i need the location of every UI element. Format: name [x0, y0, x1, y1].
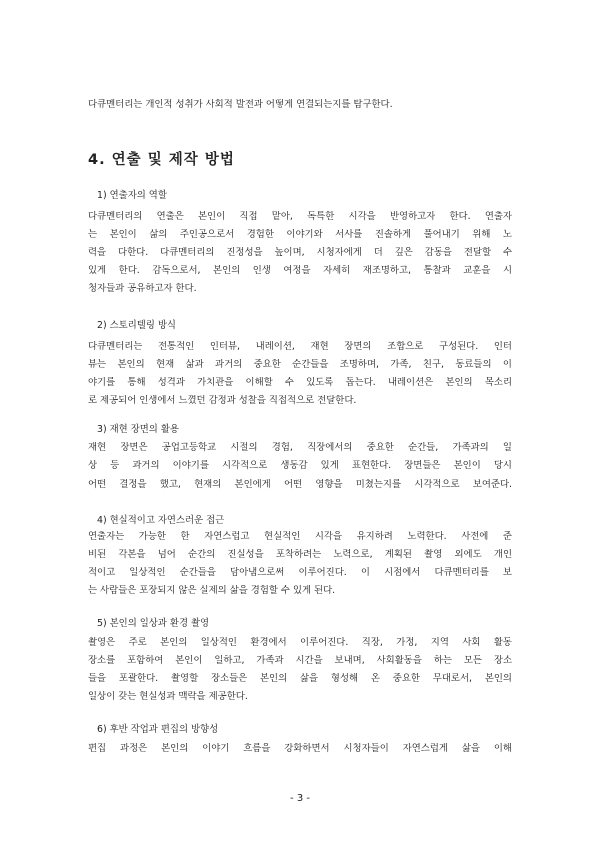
paragraph-line: 력을 다한다. 다큐멘터리의 진정성을 높이며, 시청자에게 더 깊은 감동을 전달할 수: [88, 247, 512, 258]
paragraph-line: 는 사람들은 포장되지 않은 실제의 삶을 경험할 수 있게 된다.: [88, 585, 336, 596]
subsection-heading: 2) 스토리텔링 방식: [97, 320, 176, 331]
paragraph-line: 편집 과정은 본인의 이야기 흐름을 강화하면서 시청자들이 자연스럽게 삶을 이해: [88, 743, 512, 754]
paragraph-line: 어떤 결정을 했고, 현재의 본인에게 어떤 영향을 미쳤는지를 시각적으로 보여준다.: [88, 479, 512, 490]
paragraph-line: 뷰는 본인의 현재 삶과 과거의 중요한 순간들을 조명하며, 가족, 친구, 동료들의 이: [88, 359, 512, 370]
paragraph-line: 야기를 통해 성격과 가치관을 이해할 수 있도록 돕는다. 내레이션은 본인의 목소리: [88, 377, 512, 388]
paragraph-line: 상 등 과거의 이야기를 시각적으로 생동감 있게 표현한다. 장면들은 본인이 당시: [88, 460, 512, 471]
paragraph-line: 는 본인이 삶의 주인공으로서 경험한 이야기와 서사를 진솔하게 풀어내기 위해 노: [88, 229, 512, 240]
subsection-heading: 5) 본인의 일상과 환경 촬영: [97, 618, 210, 629]
paragraph-line: 다큐멘터리는 전통적인 인터뷰, 내레이션, 재현 장면의 조합으로 구성된다. 인터: [88, 341, 512, 352]
paragraph-line: 촬영은 주로 본인의 일상적인 환경에서 이루어진다. 직장, 가정, 지역 사회 활동: [88, 637, 512, 648]
paragraph-line: 일상이 갖는 현실성과 맥락을 제공한다.: [88, 691, 248, 702]
paragraph-line: 청자들과 공유하고자 한다.: [88, 283, 197, 294]
subsection-heading: 1) 연출자의 역할: [97, 190, 167, 201]
page-number: - 3 -: [290, 793, 310, 804]
subsection-heading: 3) 재현 장면의 활용: [97, 424, 179, 435]
paragraph-line: 있게 한다. 감독으로서, 본인의 인생 여정을 자세히 재조명하고, 통찰과 교훈을 시: [88, 265, 512, 276]
paragraph-line: 다큐멘터리의 연출은 본인이 직접 맡아, 독특한 시각을 반영하고자 한다. 연출자: [88, 211, 512, 222]
paragraph-line: 재현 장면은 공업고등학교 시절의 경험, 직장에서의 중요한 순간들, 가족과의 일: [88, 442, 512, 453]
paragraph-line: 들을 포괄한다. 촬영할 장소들은 본인의 삶을 형성해 온 중요한 무대로서, 본인의: [88, 673, 512, 684]
subsection-heading: 6) 후반 작업과 편집의 방향성: [97, 724, 219, 735]
paragraph-line: 장소를 포함하여 본인이 일하고, 가족과 시간을 보내며, 사회활동을 하는 모든 장소: [88, 655, 512, 666]
paragraph-line: 연출자는 가능한 한 자연스럽고 현실적인 시각을 유지하려 노력한다. 사전에 준: [88, 531, 512, 542]
subsection-heading: 4) 현실적이고 자연스러운 접근: [97, 515, 225, 526]
paragraph-line: 적이고 일상적인 순간들을 담아냄으로써 이루어진다. 이 시점에서 다큐멘터리를 보: [88, 567, 512, 578]
paragraph-line: 비된 각본을 넘어 순간의 진실성을 포착하려는 노력으로, 계획된 촬영 외에도 개인: [88, 549, 512, 560]
intro-line: 다큐멘터리는 개인적 성취가 사회적 발전과 어떻게 연결되는지를 탐구한다.: [88, 99, 393, 110]
section-heading: 4. 연출 및 제작 방법: [88, 152, 235, 168]
paragraph-line: 로 제공되어 인생에서 느꼈던 감정과 성찰을 직접적으로 전달한다.: [88, 395, 357, 406]
